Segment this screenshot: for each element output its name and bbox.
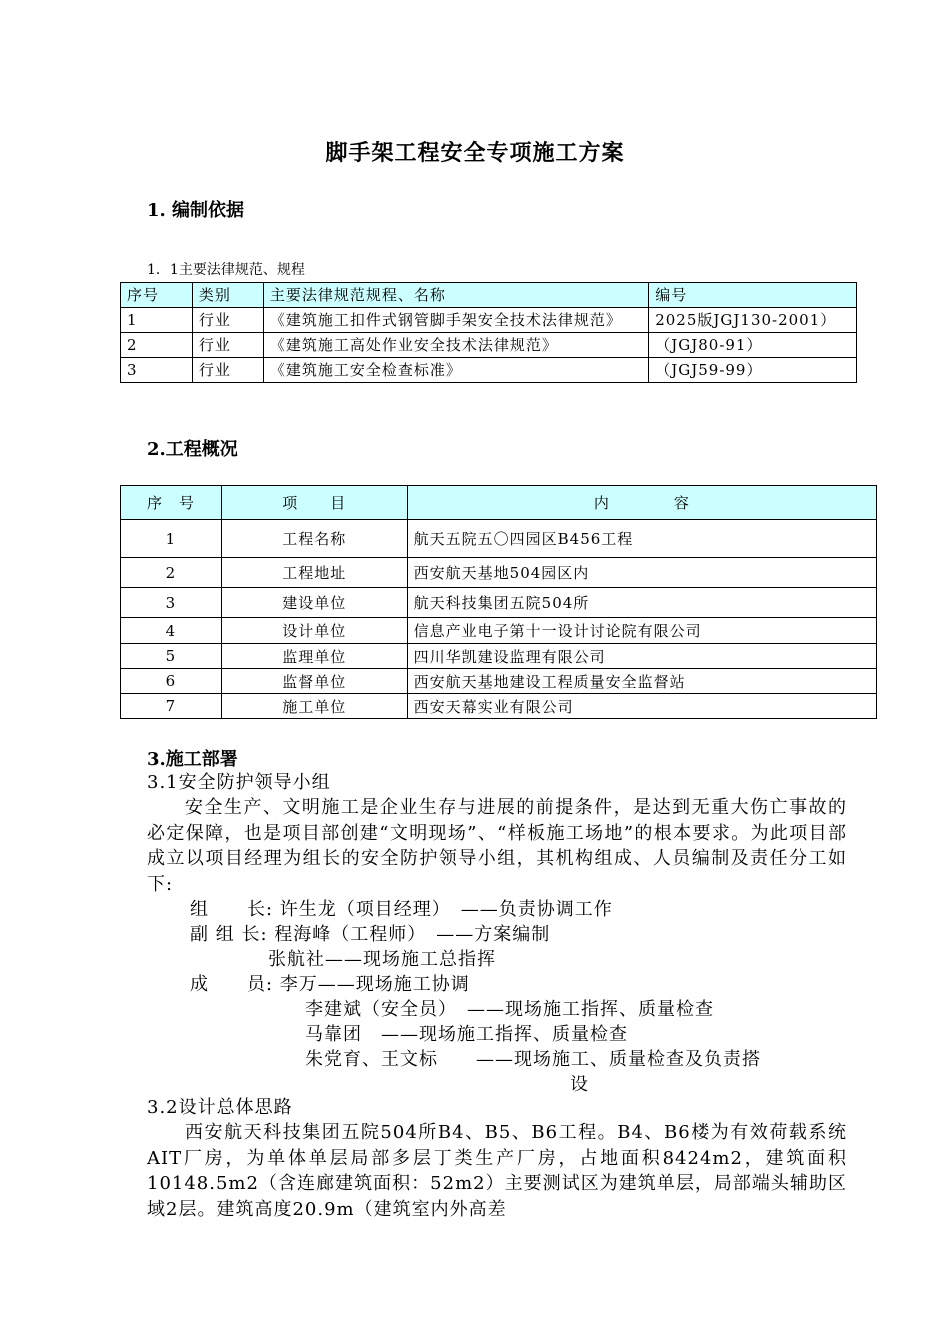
table-cell: 四川华凯建设监理有限公司 xyxy=(407,644,876,669)
org-deputy-line: 副 组 长: 程海峰（工程师） ——方案编制 xyxy=(190,924,551,945)
table-cell: 工程地址 xyxy=(221,558,407,588)
project-overview-table xyxy=(120,485,877,719)
table-header-cell: 主要法律规范规程、名称 xyxy=(263,283,648,308)
table-row xyxy=(121,308,857,333)
table-cell: 3 xyxy=(121,588,222,618)
table-row xyxy=(121,669,877,694)
table-cell: 5 xyxy=(121,644,222,669)
table-cell: 西安航天基地建设工程质量安全监督站 xyxy=(407,669,876,694)
table-cell: 信息产业电子第十一设计讨论院有限公司 xyxy=(407,618,876,644)
table-header-cell: 序 号 xyxy=(121,486,222,520)
org-member-line: 马靠团 ——现场施工指挥、质量检查 xyxy=(305,1024,628,1045)
org-leader-line: 组 长: 许生龙（项目经理） ——负责协调工作 xyxy=(190,899,613,920)
table-cell: 7 xyxy=(121,694,222,719)
org-member-line-wrap: 设 xyxy=(570,1074,589,1095)
table-cell: 施工单位 xyxy=(221,694,407,719)
table-row xyxy=(121,558,877,588)
org-member-line: 李建斌（安全员） ——现场施工指挥、质量检查 xyxy=(305,999,714,1020)
table-header-cell: 内 容 xyxy=(407,486,876,520)
section-3-heading: 3.施工部署 xyxy=(147,749,238,770)
table-cell: 航天科技集团五院504所 xyxy=(407,588,876,618)
table-header-cell: 类别 xyxy=(192,283,263,308)
table-row xyxy=(121,520,877,558)
table-cell: 3 xyxy=(121,358,193,383)
table-cell: 2025版JGJ130-2001） xyxy=(649,308,857,333)
table-header-cell: 编号 xyxy=(649,283,857,308)
section-1-1-heading: 1．1主要法律规范、规程 xyxy=(147,262,305,278)
org-members-line: 成 员: 李万——现场施工协调 xyxy=(190,974,470,995)
table-cell: 《建筑施工安全检查标准》 xyxy=(263,358,648,383)
table-cell: 《建筑施工高处作业安全技术法律规范》 xyxy=(263,333,648,358)
table-cell: 行业 xyxy=(192,333,263,358)
section-3-1-paragraph: 安全生产、文明施工是企业生存与进展的前提条件，是达到无重大伤亡事故的必定保障，也是项目部创建“文明现场”、“样板施工场地”的根本要求。为此项目部成立以项目经理为组长的安全防护领导小组，其机构组成、人员编制及责任分工如下: xyxy=(147,797,847,895)
table-header-cell: 项 目 xyxy=(221,486,407,520)
table-header-row xyxy=(121,486,877,520)
table-row xyxy=(121,644,877,669)
table-header-row xyxy=(121,283,857,308)
regulations-table xyxy=(120,282,857,383)
table-cell: 监理单位 xyxy=(221,644,407,669)
document-title: 脚手架工程安全专项施工方案 xyxy=(325,140,625,166)
org-deputy-line-2: 张航社——现场施工总指挥 xyxy=(268,949,496,970)
table-cell: （JGJ80-91） xyxy=(649,333,857,358)
table-row xyxy=(121,358,857,383)
table-cell: 西安航天基地504园区内 xyxy=(407,558,876,588)
table-cell: 6 xyxy=(121,669,222,694)
table-row xyxy=(121,588,877,618)
table-header-cell: 序号 xyxy=(121,283,193,308)
table-cell: 设计单位 xyxy=(221,618,407,644)
table-cell: 行业 xyxy=(192,358,263,383)
table-cell: 2 xyxy=(121,333,193,358)
table-cell: 航天五院五〇四园区B456工程 xyxy=(407,520,876,558)
table-cell: 4 xyxy=(121,618,222,644)
section-3-2-heading: 3.2设计总体思路 xyxy=(147,1097,293,1118)
table-row xyxy=(121,333,857,358)
org-member-line: 朱党育、王文标 ——现场施工、质量检查及负责搭 xyxy=(305,1049,761,1070)
table-row xyxy=(121,618,877,644)
table-row xyxy=(121,694,877,719)
table-cell: 工程名称 xyxy=(221,520,407,558)
section-1-heading: 1. 编制依据 xyxy=(147,200,245,221)
section-3-2-paragraph: 西安航天科技集团五院504所B4、B5、B6工程。B4、B6楼为有效荷载系统AIT厂房，为单体单层局部多层丁类生产厂房，占地面积8424m2，建筑面积10148.5m2（含连廊建筑面积：52m2）主要测试区为建筑单层，局部端头辅助区域2层。建筑高度20.9m（建筑室内外高差 xyxy=(147,1122,847,1220)
section-2-heading: 2.工程概况 xyxy=(147,439,238,460)
table-cell: 行业 xyxy=(192,308,263,333)
table-cell: （JGJ59-99） xyxy=(649,358,857,383)
section-3-1-heading: 3.1安全防护领导小组 xyxy=(147,772,331,793)
table-cell: 《建筑施工扣件式钢管脚手架安全技术法律规范》 xyxy=(263,308,648,333)
table-cell: 1 xyxy=(121,308,193,333)
table-cell: 监督单位 xyxy=(221,669,407,694)
table-cell: 1 xyxy=(121,520,222,558)
table-cell: 2 xyxy=(121,558,222,588)
table-cell: 西安天幕实业有限公司 xyxy=(407,694,876,719)
table-cell: 建设单位 xyxy=(221,588,407,618)
